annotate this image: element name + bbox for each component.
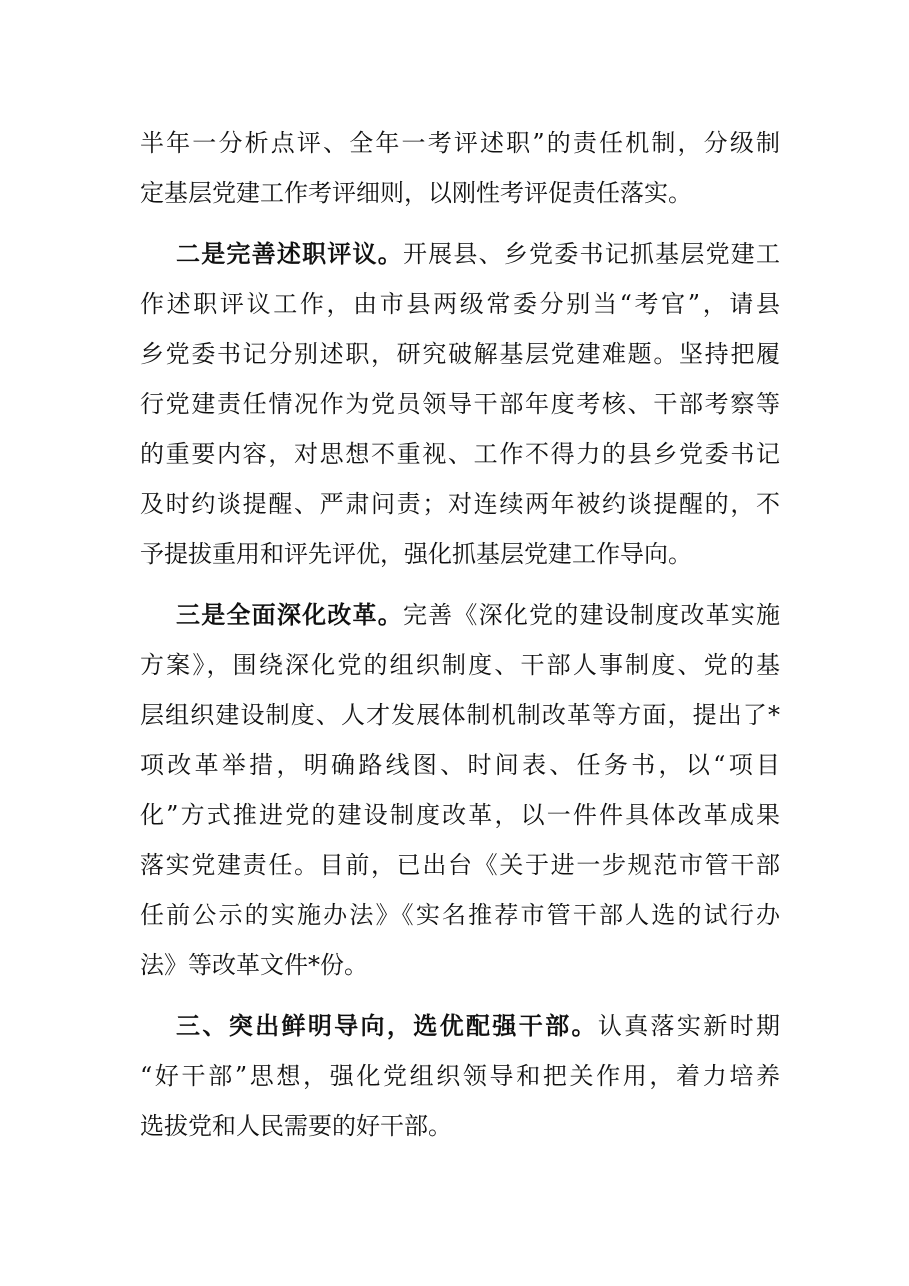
paragraph-1-line-1: 半年一分析点评、全年一考评述职”的责任机制，分级制 [140, 129, 780, 157]
paragraph-2-line-7: 予提拔重用和评先评优，强化抓基层党建工作导向。 [140, 540, 692, 568]
paragraph-2-line-6: 及时约谈提醒、严肃问责；对连续两年被约谈提醒的，不 [140, 490, 780, 518]
paragraph-1-line-2: 定基层党建工作考评细则，以刚性考评促责任落实。 [140, 179, 692, 207]
paragraph-2-line-4: 行党建责任情况作为党员领导干部年度考核、干部考察等 [140, 390, 780, 418]
paragraph-3-heading: 三是全面深化改革。 [176, 601, 403, 629]
paragraph-2-heading: 二是完善述职评议。 [176, 240, 403, 268]
paragraph-4-line-1 [176, 1011, 780, 1041]
paragraph-3-line-4: 项改革举措，明确路线图、时间表、任务书，以“项目 [140, 751, 780, 779]
paragraph-2-line-1-text: 开展县、乡党委书记抓基层党建工 [402, 240, 781, 268]
paragraph-3-line-5: 化”方式推进党的建设制度改革，以一件件具体改革成果 [140, 801, 780, 829]
paragraph-2-line-2: 作述职评议工作，由市县两级常委分别当“考官”，请县 [140, 290, 780, 318]
paragraph-3-line-1-text: 完善《深化党的建设制度改革实施 [402, 601, 781, 629]
paragraph-2-line-3: 乡党委书记分别述职，研究破解基层党建难题。坚持把履 [140, 340, 780, 368]
paragraph-3-line-3: 层组织建设制度、人才发展体制机制改革等方面，提出了* [140, 701, 780, 729]
paragraph-4-heading: 三、突出鲜明导向，选优配强干部。 [176, 1012, 598, 1040]
paragraph-2-line-1 [176, 239, 780, 269]
paragraph-4-line-3: 选拔党和人民需要的好干部。 [140, 1112, 452, 1140]
paragraph-3-line-8: 法》等改革文件*份。 [140, 951, 368, 979]
paragraph-4-line-1-text: 认真落实新时期 [597, 1012, 781, 1040]
paragraph-4-line-2: “好干部”思想，强化党组织领导和把关作用，着力培养 [140, 1062, 780, 1090]
paragraph-3-line-7: 任前公示的实施办法》《实名推荐市管干部人选的试行办 [140, 901, 780, 929]
paragraph-3-line-2: 方案》，围绕深化党的组织制度、干部人事制度、党的基 [140, 651, 780, 679]
paragraph-3-line-1 [176, 600, 780, 630]
paragraph-3-line-6: 落实党建责任。目前，已出台《关于进一步规范市管干部 [140, 851, 780, 879]
paragraph-2-line-5: 的重要内容，对思想不重视、工作不得力的县乡党委书记 [140, 440, 780, 468]
